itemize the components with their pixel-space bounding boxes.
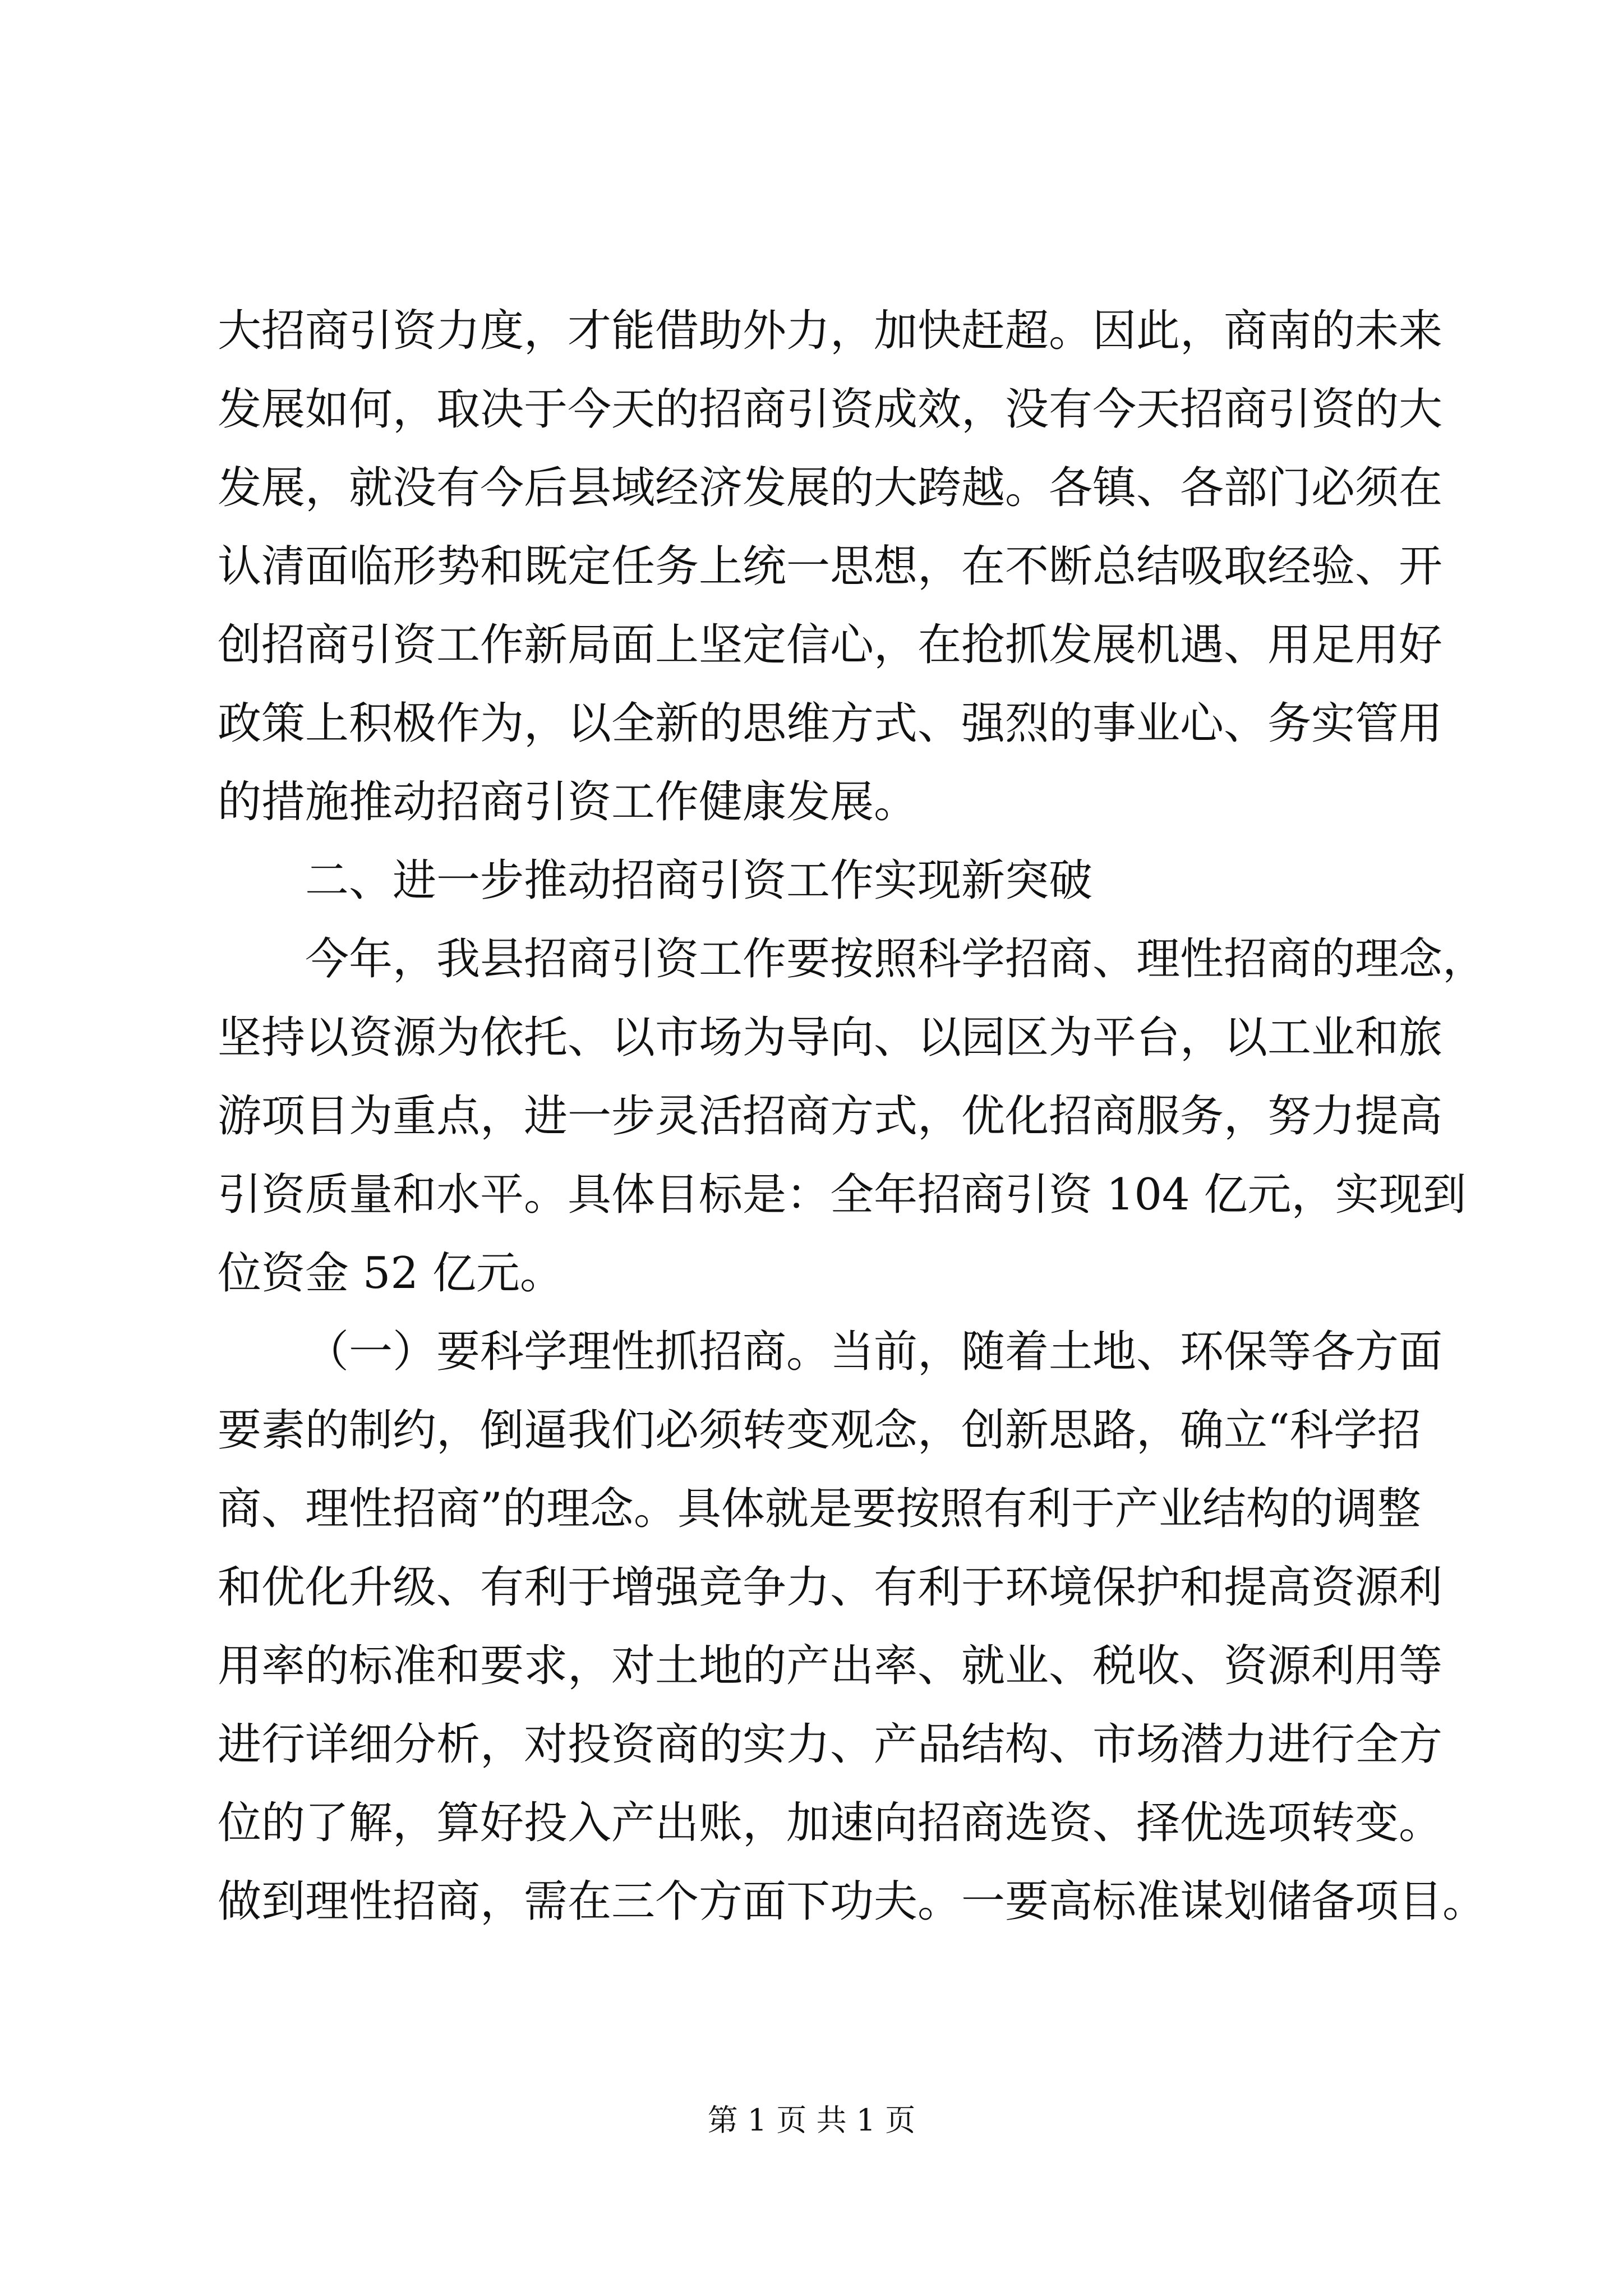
text-line: 大招商引资力度，才能借助外力，加快赶超。因此，商南的未来 <box>218 306 1443 356</box>
text-line: 位资金 52 亿元。 <box>218 1248 564 1299</box>
subsection-line: （一）要科学理性抓招商。当前，随着土地、环保等各方面 <box>305 1327 1443 1377</box>
text-line: 认清面临形势和既定任务上统一思想，在不断总结吸取经验、开 <box>218 541 1443 592</box>
text-line: 发展如何，取决于今天的招商引资成效，没有今天招商引资的大 <box>218 384 1443 435</box>
text-line: 的措施推动招商引资工作健康发展。 <box>218 777 918 827</box>
text-line: 和优化升级、有利于增强竞争力、有利于环境保护和提高资源利 <box>218 1562 1443 1613</box>
page-number: 第 1 页 共 1 页 <box>707 2102 916 2138</box>
text-line: 今年，我县招商引资工作要按照科学招商、理性招商的理念， <box>305 934 1487 984</box>
text-line: 坚持以资源为依托、以市场为导向、以园区为平台，以工业和旅 <box>218 1013 1443 1063</box>
text-line: 游项目为重点，进一步灵活招商方式，优化招商服务，努力提高 <box>218 1091 1443 1142</box>
text-line: 位的了解，算好投入产出账，加速向招商选资、择优选项转变。 <box>218 1798 1443 1848</box>
text-line: 做到理性招商，需在三个方面下功夫。一要高标准谋划储备项目。 <box>218 1876 1487 1927</box>
text-line: 用率的标准和要求，对土地的产出率、就业、税收、资源利用等 <box>218 1641 1443 1691</box>
text-line: 创招商引资工作新局面上坚定信心，在抢抓发展机遇、用足用好 <box>218 620 1443 670</box>
page-footer <box>0 2101 1623 2140</box>
text-line: 商、理性招商”的理念。具体就是要按照有利于产业结构的调整 <box>218 1484 1421 1534</box>
text-line: 引资质量和水平。具体目标是：全年招商引资 104 亿元，实现到 <box>218 1170 1467 1220</box>
text-line: 要素的制约，倒逼我们必须转变观念，创新思路，确立“科学招 <box>218 1405 1421 1456</box>
text-line: 进行详细分析，对投资商的实力、产品结构、市场潜力进行全方 <box>218 1719 1443 1770</box>
text-line: 发展，就没有今后县域经济发展的大跨越。各镇、各部门必须在 <box>218 463 1443 513</box>
text-line: 政策上积极作为，以全新的思维方式、强烈的事业心、务实管用 <box>218 698 1443 749</box>
section-heading: 二、进一步推动招商引资工作实现新突破 <box>305 855 1093 906</box>
document-body <box>218 292 1487 1941</box>
